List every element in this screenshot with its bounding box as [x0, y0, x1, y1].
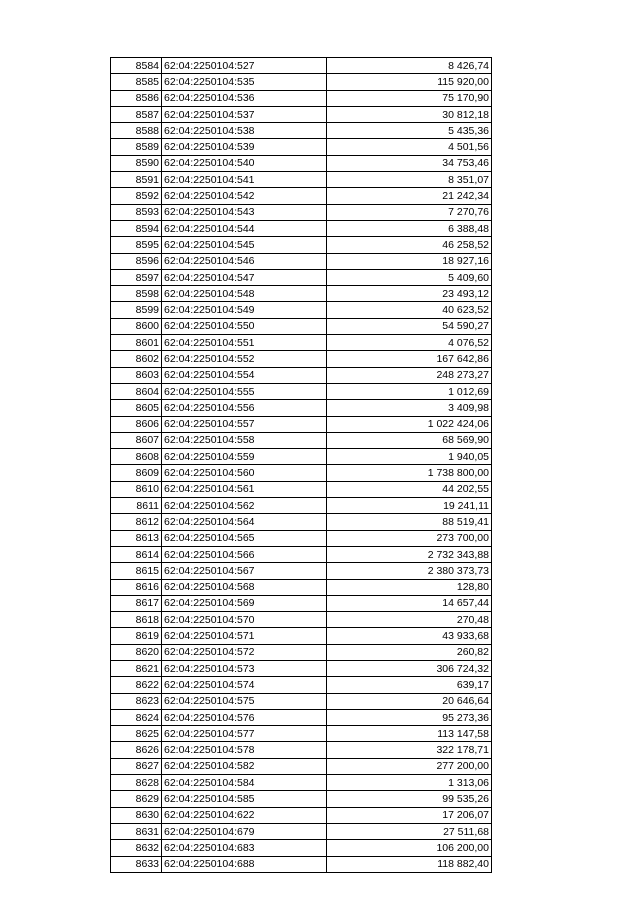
cadastral-number-cell: 62:04:2250104:560 [162, 465, 327, 481]
row-number-cell: 8605 [111, 400, 162, 416]
value-cell: 639,17 [327, 677, 492, 693]
row-number-cell: 8625 [111, 726, 162, 742]
cadastral-number-cell: 62:04:2250104:556 [162, 400, 327, 416]
value-cell: 2 380 373,73 [327, 563, 492, 579]
value-cell: 6 388,48 [327, 220, 492, 236]
table-row [111, 612, 492, 628]
row-number-cell: 8586 [111, 90, 162, 106]
row-number-cell: 8597 [111, 269, 162, 285]
row-number-cell: 8607 [111, 432, 162, 448]
table-row [111, 123, 492, 139]
row-number-cell: 8627 [111, 758, 162, 774]
table-row [111, 188, 492, 204]
cadastral-number-cell: 62:04:2250104:679 [162, 823, 327, 839]
row-number-cell: 8609 [111, 465, 162, 481]
cadastral-number-cell: 62:04:2250104:561 [162, 481, 327, 497]
value-cell: 44 202,55 [327, 481, 492, 497]
table-row [111, 155, 492, 171]
value-cell: 46 258,52 [327, 237, 492, 253]
value-cell: 5 409,60 [327, 269, 492, 285]
row-number-cell: 8628 [111, 775, 162, 791]
cadastral-number-cell: 62:04:2250104:578 [162, 742, 327, 758]
value-cell: 30 812,18 [327, 106, 492, 122]
value-cell: 54 590,27 [327, 318, 492, 334]
value-cell: 167 642,86 [327, 351, 492, 367]
value-cell: 2 732 343,88 [327, 546, 492, 562]
row-number-cell: 8629 [111, 791, 162, 807]
cadastral-number-cell: 62:04:2250104:541 [162, 172, 327, 188]
cadastral-number-cell: 62:04:2250104:558 [162, 432, 327, 448]
table-row [111, 758, 492, 774]
row-number-cell: 8591 [111, 172, 162, 188]
table-row [111, 416, 492, 432]
row-number-cell: 8601 [111, 335, 162, 351]
table-row [111, 481, 492, 497]
cadastral-number-cell: 62:04:2250104:540 [162, 155, 327, 171]
value-cell: 128,80 [327, 579, 492, 595]
row-number-cell: 8600 [111, 318, 162, 334]
table-row [111, 432, 492, 448]
row-number-cell: 8593 [111, 204, 162, 220]
row-number-cell: 8613 [111, 530, 162, 546]
cadastral-value-table [110, 57, 492, 873]
row-number-cell: 8617 [111, 595, 162, 611]
cadastral-number-cell: 62:04:2250104:576 [162, 709, 327, 725]
table-row [111, 318, 492, 334]
value-cell: 322 178,71 [327, 742, 492, 758]
table-row [111, 74, 492, 90]
table-row [111, 579, 492, 595]
row-number-cell: 8631 [111, 823, 162, 839]
table-row [111, 823, 492, 839]
row-number-cell: 8626 [111, 742, 162, 758]
row-number-cell: 8584 [111, 58, 162, 74]
cadastral-number-cell: 62:04:2250104:548 [162, 286, 327, 302]
row-number-cell: 8608 [111, 449, 162, 465]
table-row [111, 286, 492, 302]
cadastral-number-cell: 62:04:2250104:584 [162, 775, 327, 791]
table-row [111, 90, 492, 106]
value-cell: 34 753,46 [327, 155, 492, 171]
cadastral-number-cell: 62:04:2250104:543 [162, 204, 327, 220]
row-number-cell: 8592 [111, 188, 162, 204]
cadastral-number-cell: 62:04:2250104:568 [162, 579, 327, 595]
row-number-cell: 8596 [111, 253, 162, 269]
value-cell: 277 200,00 [327, 758, 492, 774]
cadastral-number-cell: 62:04:2250104:566 [162, 546, 327, 562]
row-number-cell: 8623 [111, 693, 162, 709]
row-number-cell: 8602 [111, 351, 162, 367]
row-number-cell: 8630 [111, 807, 162, 823]
cadastral-number-cell: 62:04:2250104:562 [162, 498, 327, 514]
cadastral-number-cell: 62:04:2250104:527 [162, 58, 327, 74]
cadastral-number-cell: 62:04:2250104:542 [162, 188, 327, 204]
value-cell: 14 657,44 [327, 595, 492, 611]
table-row [111, 449, 492, 465]
table-row [111, 726, 492, 742]
table-row [111, 530, 492, 546]
cadastral-number-cell: 62:04:2250104:688 [162, 856, 327, 872]
value-cell: 1 313,06 [327, 775, 492, 791]
cadastral-number-cell: 62:04:2250104:551 [162, 335, 327, 351]
table-row [111, 335, 492, 351]
row-number-cell: 8606 [111, 416, 162, 432]
value-cell: 7 270,76 [327, 204, 492, 220]
value-cell: 68 569,90 [327, 432, 492, 448]
cadastral-number-cell: 62:04:2250104:573 [162, 660, 327, 676]
cadastral-number-cell: 62:04:2250104:550 [162, 318, 327, 334]
row-number-cell: 8590 [111, 155, 162, 171]
value-cell: 4 076,52 [327, 335, 492, 351]
table-body [111, 58, 492, 873]
row-number-cell: 8589 [111, 139, 162, 155]
row-number-cell: 8610 [111, 481, 162, 497]
value-cell: 1 738 800,00 [327, 465, 492, 481]
table-row [111, 742, 492, 758]
table-row [111, 546, 492, 562]
table-row [111, 514, 492, 530]
value-cell: 273 700,00 [327, 530, 492, 546]
row-number-cell: 8614 [111, 546, 162, 562]
cadastral-number-cell: 62:04:2250104:552 [162, 351, 327, 367]
value-cell: 27 511,68 [327, 823, 492, 839]
row-number-cell: 8618 [111, 612, 162, 628]
value-cell: 1 940,05 [327, 449, 492, 465]
value-cell: 40 623,52 [327, 302, 492, 318]
table-row [111, 644, 492, 660]
cadastral-number-cell: 62:04:2250104:539 [162, 139, 327, 155]
value-cell: 270,48 [327, 612, 492, 628]
value-cell: 4 501,56 [327, 139, 492, 155]
cadastral-number-cell: 62:04:2250104:537 [162, 106, 327, 122]
row-number-cell: 8611 [111, 498, 162, 514]
value-cell: 3 409,98 [327, 400, 492, 416]
value-cell: 1 012,69 [327, 383, 492, 399]
row-number-cell: 8622 [111, 677, 162, 693]
row-number-cell: 8603 [111, 367, 162, 383]
value-cell: 248 273,27 [327, 367, 492, 383]
table-row [111, 709, 492, 725]
table-row [111, 106, 492, 122]
table-row [111, 351, 492, 367]
value-cell: 5 435,36 [327, 123, 492, 139]
cadastral-number-cell: 62:04:2250104:549 [162, 302, 327, 318]
table-row [111, 204, 492, 220]
value-cell: 8 351,07 [327, 172, 492, 188]
value-cell: 18 927,16 [327, 253, 492, 269]
table-row [111, 220, 492, 236]
cadastral-number-cell: 62:04:2250104:546 [162, 253, 327, 269]
row-number-cell: 8585 [111, 74, 162, 90]
cadastral-number-cell: 62:04:2250104:574 [162, 677, 327, 693]
table-row [111, 660, 492, 676]
cadastral-number-cell: 62:04:2250104:570 [162, 612, 327, 628]
cadastral-number-cell: 62:04:2250104:554 [162, 367, 327, 383]
value-cell: 23 493,12 [327, 286, 492, 302]
row-number-cell: 8612 [111, 514, 162, 530]
table-row [111, 367, 492, 383]
table-row [111, 693, 492, 709]
cadastral-number-cell: 62:04:2250104:545 [162, 237, 327, 253]
table-row [111, 383, 492, 399]
cadastral-number-cell: 62:04:2250104:564 [162, 514, 327, 530]
value-cell: 19 241,11 [327, 498, 492, 514]
value-cell: 1 022 424,06 [327, 416, 492, 432]
table-row [111, 465, 492, 481]
table-row [111, 58, 492, 74]
row-number-cell: 8598 [111, 286, 162, 302]
table-row [111, 172, 492, 188]
table-row [111, 139, 492, 155]
value-cell: 75 170,90 [327, 90, 492, 106]
value-cell: 118 882,40 [327, 856, 492, 872]
table-row [111, 595, 492, 611]
cadastral-number-cell: 62:04:2250104:559 [162, 449, 327, 465]
row-number-cell: 8624 [111, 709, 162, 725]
cadastral-number-cell: 62:04:2250104:535 [162, 74, 327, 90]
value-cell: 8 426,74 [327, 58, 492, 74]
row-number-cell: 8599 [111, 302, 162, 318]
cadastral-number-cell: 62:04:2250104:571 [162, 628, 327, 644]
table-row [111, 563, 492, 579]
value-cell: 21 242,34 [327, 188, 492, 204]
cadastral-number-cell: 62:04:2250104:567 [162, 563, 327, 579]
value-cell: 115 920,00 [327, 74, 492, 90]
row-number-cell: 8595 [111, 237, 162, 253]
cadastral-number-cell: 62:04:2250104:572 [162, 644, 327, 660]
table-row [111, 677, 492, 693]
cadastral-number-cell: 62:04:2250104:575 [162, 693, 327, 709]
cadastral-number-cell: 62:04:2250104:547 [162, 269, 327, 285]
table-row [111, 302, 492, 318]
table-row [111, 856, 492, 872]
cadastral-number-cell: 62:04:2250104:557 [162, 416, 327, 432]
table-row [111, 840, 492, 856]
row-number-cell: 8604 [111, 383, 162, 399]
value-cell: 95 273,36 [327, 709, 492, 725]
value-cell: 113 147,58 [327, 726, 492, 742]
row-number-cell: 8616 [111, 579, 162, 595]
cadastral-number-cell: 62:04:2250104:565 [162, 530, 327, 546]
cadastral-number-cell: 62:04:2250104:683 [162, 840, 327, 856]
row-number-cell: 8615 [111, 563, 162, 579]
value-cell: 106 200,00 [327, 840, 492, 856]
table-row [111, 253, 492, 269]
row-number-cell: 8633 [111, 856, 162, 872]
cadastral-number-cell: 62:04:2250104:555 [162, 383, 327, 399]
value-cell: 99 535,26 [327, 791, 492, 807]
value-cell: 306 724,32 [327, 660, 492, 676]
table-row [111, 498, 492, 514]
cadastral-number-cell: 62:04:2250104:536 [162, 90, 327, 106]
table-row [111, 807, 492, 823]
cadastral-number-cell: 62:04:2250104:622 [162, 807, 327, 823]
row-number-cell: 8632 [111, 840, 162, 856]
value-cell: 17 206,07 [327, 807, 492, 823]
cadastral-number-cell: 62:04:2250104:582 [162, 758, 327, 774]
value-cell: 20 646,64 [327, 693, 492, 709]
row-number-cell: 8588 [111, 123, 162, 139]
value-cell: 88 519,41 [327, 514, 492, 530]
table-row [111, 628, 492, 644]
cadastral-number-cell: 62:04:2250104:544 [162, 220, 327, 236]
row-number-cell: 8621 [111, 660, 162, 676]
cadastral-number-cell: 62:04:2250104:569 [162, 595, 327, 611]
cadastral-number-cell: 62:04:2250104:585 [162, 791, 327, 807]
row-number-cell: 8587 [111, 106, 162, 122]
table-row [111, 791, 492, 807]
value-cell: 43 933,68 [327, 628, 492, 644]
row-number-cell: 8619 [111, 628, 162, 644]
cadastral-number-cell: 62:04:2250104:538 [162, 123, 327, 139]
table-row [111, 237, 492, 253]
row-number-cell: 8620 [111, 644, 162, 660]
table-row [111, 269, 492, 285]
cadastral-number-cell: 62:04:2250104:577 [162, 726, 327, 742]
table-row [111, 775, 492, 791]
row-number-cell: 8594 [111, 220, 162, 236]
table-row [111, 400, 492, 416]
value-cell: 260,82 [327, 644, 492, 660]
